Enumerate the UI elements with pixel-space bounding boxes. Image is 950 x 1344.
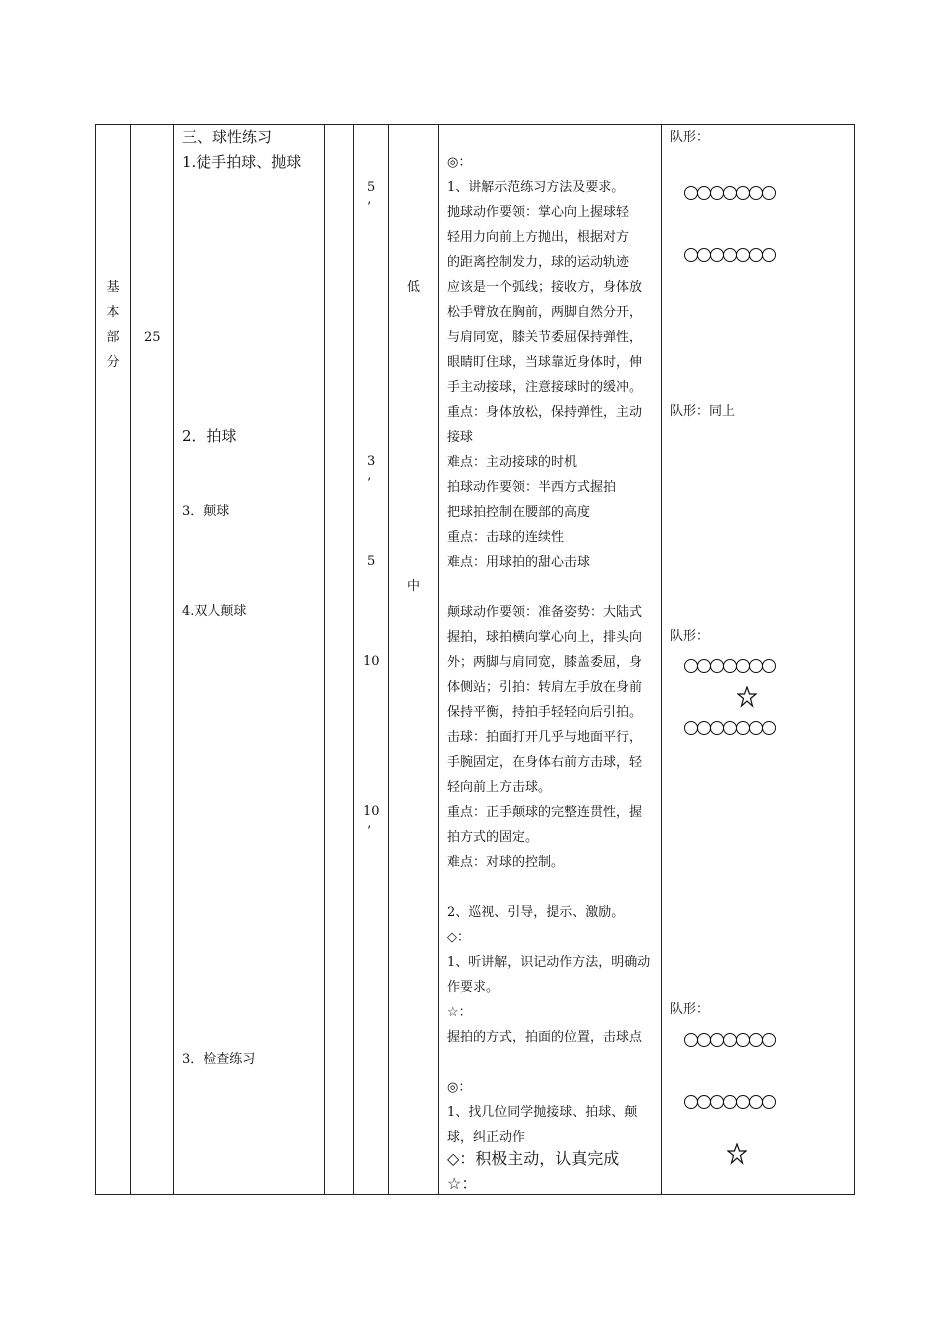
student-circle-icon xyxy=(749,659,763,673)
methods-line: 手腕固定，在身体右前方击球，轻 xyxy=(447,755,643,770)
section-label: 基 本 部 分 xyxy=(106,280,120,370)
methods-line: 拍球动作要领：半西方式握拍 xyxy=(447,480,617,495)
content-heading: 三、球性练习 xyxy=(182,128,273,146)
student-circle-icon xyxy=(710,186,724,200)
formation-label: 队形： xyxy=(670,130,710,145)
content-item: 1.徒手拍球、抛球 xyxy=(182,153,302,171)
col-divider xyxy=(324,125,325,1194)
student-circle-icon xyxy=(762,1095,776,1109)
methods-line: 外；两脚与肩同宽，膝盖委屈，身 xyxy=(447,655,643,670)
formation-row-circles xyxy=(684,1033,775,1047)
methods-line: 接球 xyxy=(447,430,474,445)
student-circle-icon xyxy=(684,1095,698,1109)
methods-line: ◎： xyxy=(447,1080,472,1095)
student-circle-icon xyxy=(697,186,711,200)
formation-label: 队形： xyxy=(670,629,710,644)
student-circle-icon xyxy=(684,1033,698,1047)
methods-line: 握拍的方式，拍面的位置，击球点 xyxy=(447,1030,643,1045)
student-circle-icon xyxy=(710,248,724,262)
student-circle-icon xyxy=(749,721,763,735)
content-item: 2．拍球 xyxy=(182,427,237,445)
col-divider xyxy=(353,125,354,1194)
student-circle-icon xyxy=(749,1033,763,1047)
formation-row-circles xyxy=(684,1095,775,1109)
student-circle-icon xyxy=(749,1095,763,1109)
student-circle-icon xyxy=(723,1095,737,1109)
student-circle-icon xyxy=(762,248,776,262)
lesson-table xyxy=(95,124,855,1195)
methods-line: 的距离控制发力，球的运动轨迹 xyxy=(447,255,630,270)
methods-line: 1、听讲解，识记动作方法，明确动 xyxy=(447,955,651,970)
methods-line: 球，纠正动作 xyxy=(447,1130,526,1145)
methods-line: ◇： xyxy=(447,930,470,945)
methods-line: 难点：用球拍的甜心击球 xyxy=(447,555,591,570)
student-circle-icon xyxy=(710,721,724,735)
student-circle-icon xyxy=(723,721,737,735)
methods-line: ☆： xyxy=(447,1174,478,1193)
methods-line: 手主动接球，注意接球时的缓冲。 xyxy=(447,380,643,395)
duration: 5 xyxy=(367,180,376,195)
student-circle-icon xyxy=(736,186,750,200)
methods-line: 作要求。 xyxy=(447,980,500,995)
methods-line: ☆： xyxy=(447,1005,472,1020)
section-time: 25 xyxy=(144,330,161,345)
col-divider xyxy=(438,125,439,1194)
methods-line: 重点：身体放松，保持弹性，主动 xyxy=(447,405,643,420)
student-circle-icon xyxy=(736,1095,750,1109)
col-divider xyxy=(388,125,389,1194)
student-circle-icon xyxy=(710,1033,724,1047)
duration-mark: ’ xyxy=(367,824,372,839)
student-circle-icon xyxy=(684,186,698,200)
methods-line: 松手臂放在胸前，两脚自然分开， xyxy=(447,305,643,320)
student-circle-icon xyxy=(697,659,711,673)
methods-line: 眼睛盯住球，当球靠近身体时，伸 xyxy=(447,355,643,370)
methods-line: 保持平衡，持拍手轻轻向后引拍。 xyxy=(447,705,643,720)
student-circle-icon xyxy=(710,659,724,673)
student-circle-icon xyxy=(697,1033,711,1047)
methods-line: 握拍，球拍横向掌心向上，排头向 xyxy=(447,630,643,645)
student-circle-icon xyxy=(710,1095,724,1109)
duration: 5 xyxy=(367,554,376,569)
duration: 3 xyxy=(367,454,376,469)
methods-line: 颠球动作要领：准备姿势：大陆式 xyxy=(447,605,643,620)
methods-line: 体侧站；引拍：转肩左手放在身前 xyxy=(447,680,643,695)
student-circle-icon xyxy=(684,659,698,673)
methods-line: 2、巡视、引导，提示、激励。 xyxy=(447,905,625,920)
student-circle-icon xyxy=(762,186,776,200)
methods-line: 击球：拍面打开几乎与地面平行， xyxy=(447,730,643,745)
student-circle-icon xyxy=(684,248,698,262)
methods-line: 轻向前上方击球。 xyxy=(447,780,552,795)
student-circle-icon xyxy=(697,1095,711,1109)
col-divider xyxy=(130,125,131,1194)
student-circle-icon xyxy=(723,186,737,200)
student-circle-icon xyxy=(749,248,763,262)
content-item: 3．颠球 xyxy=(182,504,230,519)
teacher-star-icon xyxy=(737,686,757,708)
student-circle-icon xyxy=(697,248,711,262)
formation-row-circles xyxy=(684,721,775,735)
methods-line: 把球拍控制在腰部的高度 xyxy=(447,505,591,520)
methods-line: 难点：主动接球的时机 xyxy=(447,455,578,470)
student-circle-icon xyxy=(736,721,750,735)
methods-line: 应该是一个弧线；接收方，身体放 xyxy=(447,280,643,295)
formation-label: 队形：同上 xyxy=(670,404,736,419)
duration: 10 xyxy=(363,804,380,819)
methods-line: ◇：积极主动，认真完成 xyxy=(447,1149,620,1168)
methods-line: 抛球动作要领：掌心向上握球轻 xyxy=(447,205,630,220)
methods-line: 难点：对球的控制。 xyxy=(447,855,565,870)
methods-line: 重点：正手颠球的完整连贯性，握 xyxy=(447,805,643,820)
col-divider xyxy=(173,125,174,1194)
duration-mark: ’ xyxy=(367,476,372,491)
student-circle-icon xyxy=(684,721,698,735)
teacher-star-icon xyxy=(727,1143,747,1165)
methods-line xyxy=(447,1050,650,1075)
student-circle-icon xyxy=(723,1033,737,1047)
methods-line: 轻用力向前上方抛出，根据对方 xyxy=(447,230,630,245)
methods-line xyxy=(447,575,650,600)
content-item: 3．检查练习 xyxy=(182,1052,256,1067)
methods-line xyxy=(447,875,650,900)
methods-line: 重点：击球的连续性 xyxy=(447,530,565,545)
formation-label: 队形： xyxy=(670,1002,710,1017)
methods-line: 1、讲解示范练习方法及要求。 xyxy=(447,180,625,195)
duration-mark: ’ xyxy=(367,200,372,215)
methods-line: 拍方式的固定。 xyxy=(447,830,539,845)
methods-line: ◎： xyxy=(447,155,472,170)
intensity: 中 xyxy=(407,579,421,594)
student-circle-icon xyxy=(736,659,750,673)
student-circle-icon xyxy=(723,659,737,673)
methods-line: 与肩同宽，膝关节委屈保持弹性， xyxy=(447,330,643,345)
content-item: 4.双人颠球 xyxy=(182,604,247,619)
formation-row-circles xyxy=(684,186,775,200)
student-circle-icon xyxy=(762,1033,776,1047)
student-circle-icon xyxy=(736,248,750,262)
intensity: 低 xyxy=(407,280,421,295)
methods-line: 1、找几位同学抛接球、拍球、颠 xyxy=(447,1105,638,1120)
student-circle-icon xyxy=(736,1033,750,1047)
formation-row-circles xyxy=(684,248,775,262)
student-circle-icon xyxy=(762,659,776,673)
methods-text xyxy=(447,150,650,1150)
student-circle-icon xyxy=(762,721,776,735)
student-circle-icon xyxy=(749,186,763,200)
formation-row-circles xyxy=(684,659,775,673)
duration: 10 xyxy=(363,654,380,669)
student-circle-icon xyxy=(723,248,737,262)
col-divider xyxy=(661,125,662,1194)
student-circle-icon xyxy=(697,721,711,735)
